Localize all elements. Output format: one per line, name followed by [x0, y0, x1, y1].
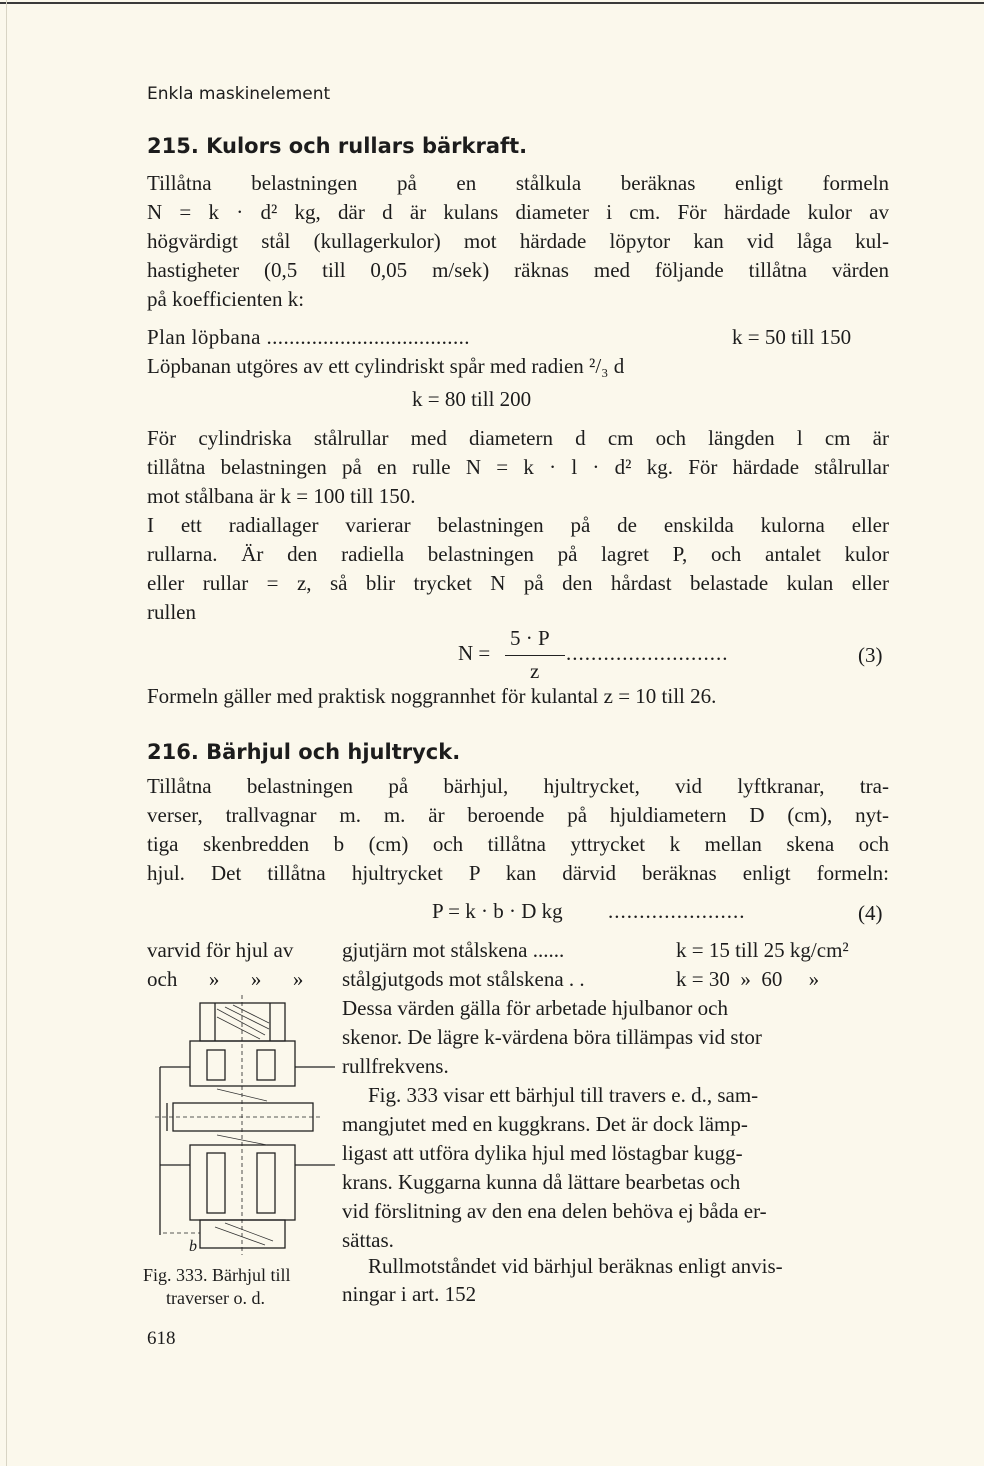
- cyl-label: Löpbanan utgöres av ett cylindriskt spår med radien ²/₃ d: [147, 354, 625, 378]
- cyl-value: k = 80 till 200: [412, 387, 532, 411]
- top-rule: [0, 2, 984, 4]
- paragraph-line: eller rullar = z, så blir trycket N på den hårdast belastade kulan eller: [147, 571, 889, 595]
- table-row-value: k = 30 » 60 »: [676, 967, 820, 991]
- paragraph-line: rullen: [147, 600, 196, 624]
- fraction-bar: [505, 655, 565, 656]
- figure-caption: traverser o. d.: [166, 1288, 265, 1308]
- table-row-label: varvid för hjul av: [147, 938, 294, 962]
- section-215-title: 215. Kulors och rullars bärkraft.: [147, 134, 528, 158]
- paragraph-line: högvärdigt stål (kullagerkulor) mot härdade löpytor kan vid låga kul-: [147, 229, 889, 253]
- side-text-line: mangjutet med en kuggkrans. Det är dock lämp-: [342, 1112, 748, 1136]
- plan-value: k = 50 till 150: [732, 325, 852, 349]
- side-text-line: ligast att utföra dylika hjul med löstagbar kugg-: [342, 1141, 743, 1165]
- table-row-material: stålgjutgods mot stålskena . .: [342, 967, 585, 991]
- section-216-title: 216. Bärhjul och hjultryck.: [147, 740, 461, 764]
- side-text-line: skenor. De lägre k-värdena böra tillämpas vid stor: [342, 1025, 762, 1049]
- wheel-drawing: [145, 995, 345, 1260]
- paragraph-line: För cylindriska stålrullar med diametern d cm och längden l cm är: [147, 426, 889, 450]
- table-row-material: gjutjärn mot stålskena ......: [342, 938, 565, 962]
- side-text-line: krans. Kuggarna kunna då lättare bearbetas och: [342, 1170, 741, 1194]
- paragraph-line: Tillåtna belastningen på en stålkula beräknas enligt formeln: [147, 171, 889, 195]
- paragraph-line: Tillåtna belastningen på bärhjul, hjultrycket, vid lyftkranar, tra-: [147, 774, 889, 798]
- side-text-line: sättas.: [342, 1228, 394, 1252]
- paragraph-line: verser, trallvagnar m. m. är beroende på hjuldiametern D (cm), nyt-: [147, 803, 889, 827]
- figure-dimension-label: b: [189, 1238, 197, 1255]
- side-text-line: Dessa värden gälla för arbetade hjulbanor och: [342, 996, 728, 1020]
- paragraph-line: N = k · d² kg, där d är kulans diameter i cm. För härdade kulor av: [147, 200, 889, 224]
- paragraph-line: I ett radiallager varierar belastningen på de enskilda kulorna eller: [147, 513, 889, 537]
- formula3-number: (3): [858, 643, 883, 667]
- page-edge: [6, 0, 7, 1466]
- side-text-line: Fig. 333 visar ett bärhjul till travers e. d., sam-: [368, 1083, 759, 1107]
- formula3-numerator: 5 · P: [510, 626, 550, 650]
- figure-caption: Fig. 333. Bärhjul till: [143, 1265, 291, 1285]
- paragraph-line: mot stålbana är k = 100 till 150.: [147, 484, 416, 508]
- paragraph-line: tiga skenbredden b (cm) och tillåtna yttrycket k mellan skena och: [147, 832, 889, 856]
- paragraph-line: Formeln gäller med praktisk noggrannhet för kulantal z = 10 till 26.: [147, 684, 717, 708]
- formula3-lhs: N =: [458, 641, 491, 665]
- side-text-line: ningar i art. 152: [342, 1282, 477, 1306]
- formula4-dots: ......................: [608, 899, 746, 923]
- table-row-label: och » » »: [147, 967, 304, 991]
- running-header: Enkla maskinelement: [147, 84, 331, 104]
- side-text-line: rullfrekvens.: [342, 1054, 449, 1078]
- side-text-line: Rullmotståndet vid bärhjul beräknas enligt anvis-: [368, 1254, 783, 1278]
- paragraph-line: rullarna. Är den radiella belastningen på lagret P, och antalet kulor: [147, 542, 889, 566]
- table-row-value: k = 15 till 25 kg/cm²: [676, 938, 849, 962]
- side-text-line: vid förslitning av den ena delen behöva ej båda er-: [342, 1199, 767, 1223]
- page-number: 618: [147, 1328, 176, 1349]
- formula3-dots: ..........................: [566, 641, 729, 665]
- formula4-number: (4): [858, 901, 883, 925]
- paragraph-line: tillåtna belastningen på en rulle N = k · l · d² kg. För härdade stålrullar: [147, 455, 889, 479]
- formula3-denominator: z: [530, 659, 540, 683]
- paragraph-line: hjul. Det tillåtna hjultrycket P kan därvid beräknas enligt formeln:: [147, 861, 889, 885]
- formula4: P = k · b · D kg: [432, 899, 563, 923]
- paragraph-line: hastigheter (0,5 till 0,05 m/sek) räknas med följande tillåtna värden: [147, 258, 889, 282]
- paragraph-line: på koefficienten k:: [147, 287, 305, 311]
- plan-label: Plan löpbana ....................................: [147, 325, 470, 349]
